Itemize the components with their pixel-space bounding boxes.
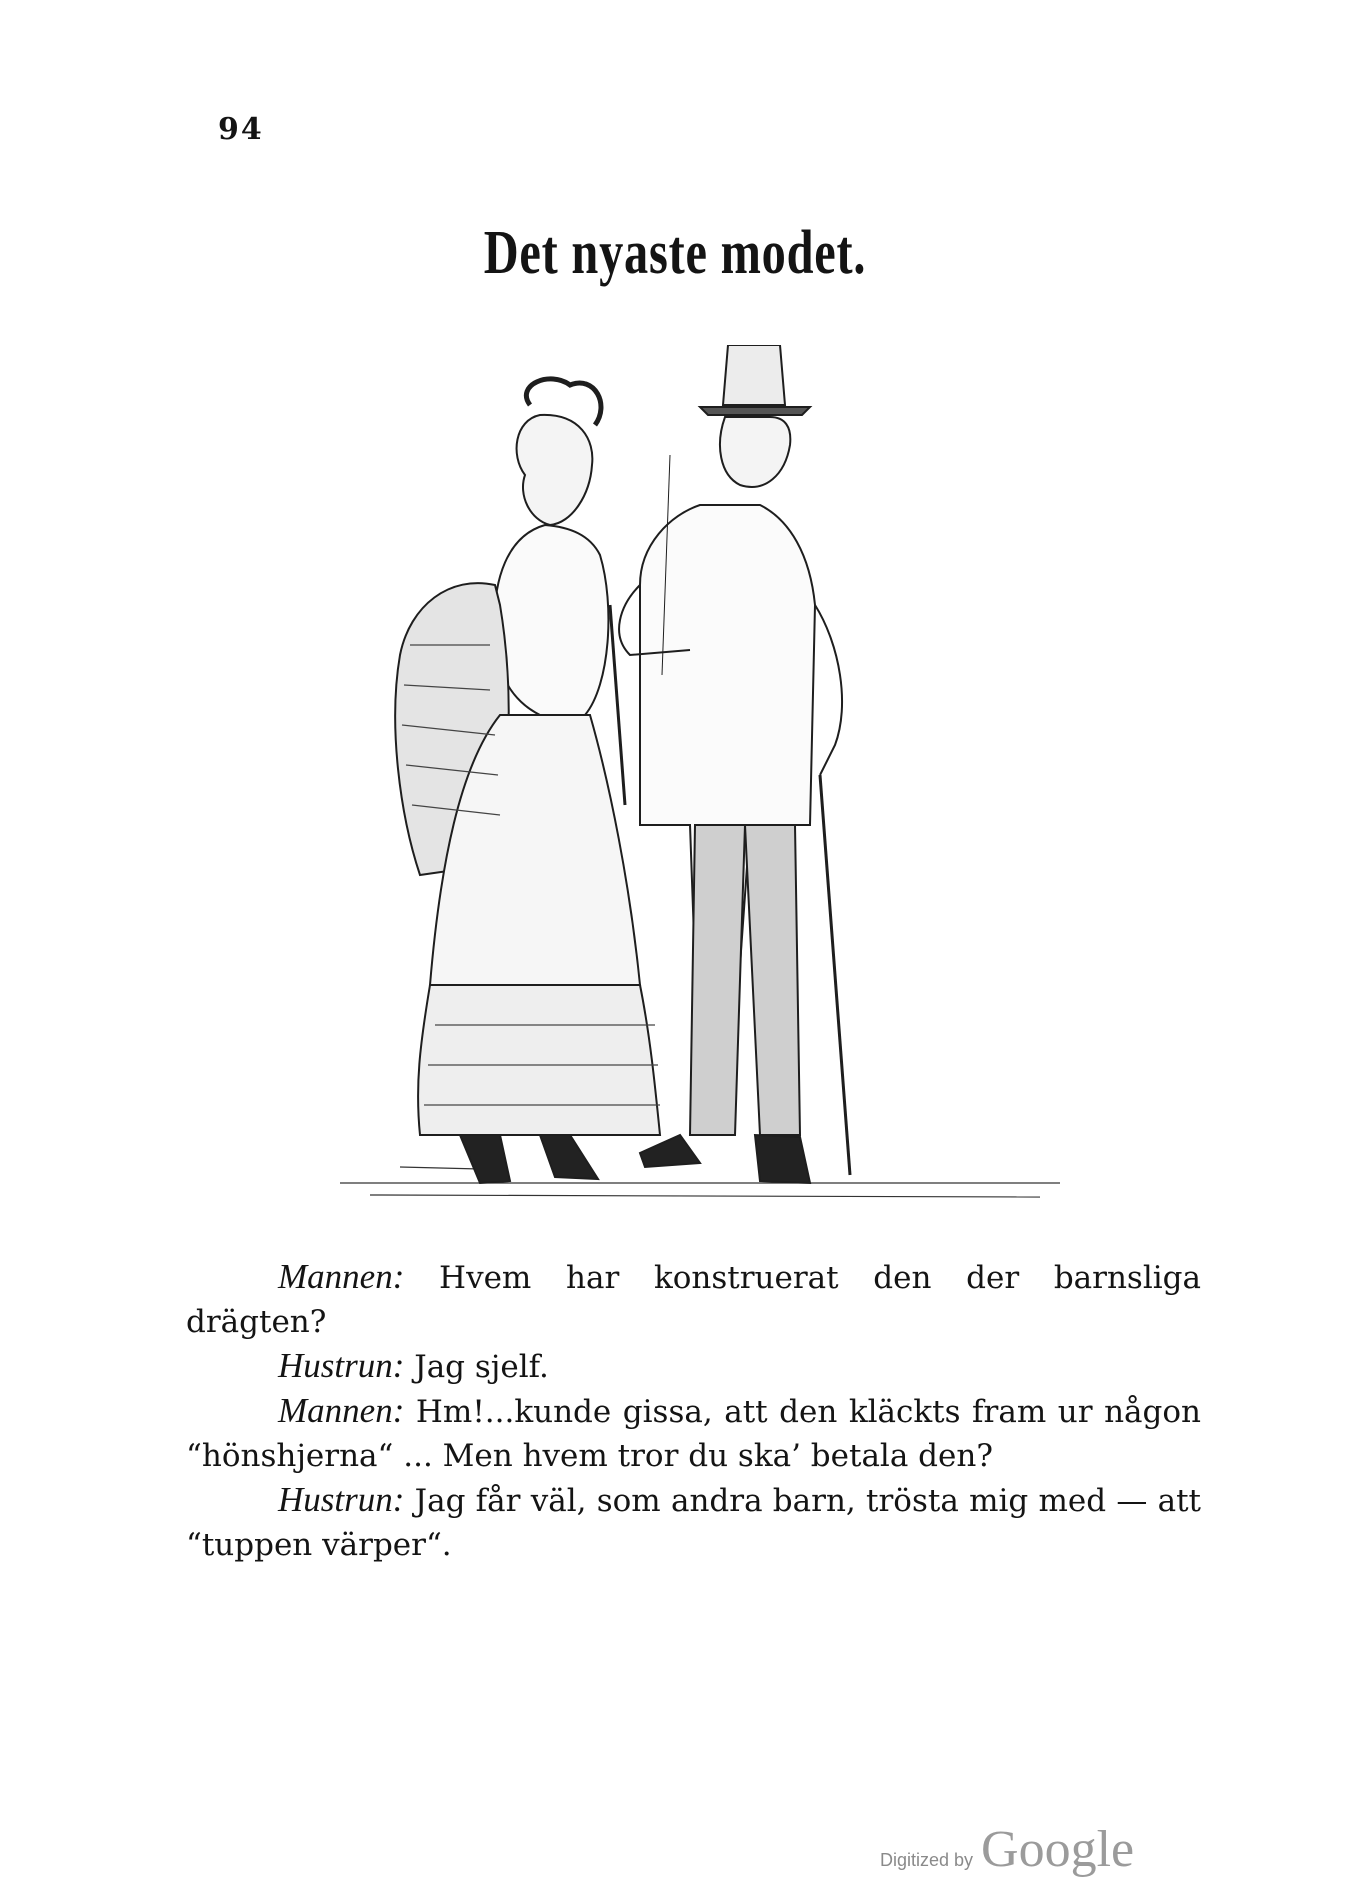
speaker-label: Mannen: — [278, 1391, 405, 1430]
digitized-footer — [880, 1820, 1134, 1879]
speaker-label: Hustrun: — [278, 1346, 405, 1385]
engraving-illustration — [340, 345, 1060, 1215]
speaker-label: Mannen: — [278, 1257, 405, 1296]
google-logo: Google — [981, 1821, 1135, 1878]
dialogue-line — [186, 1478, 1201, 1567]
dialogue-text-segment: Hm!...kunde gissa, att den kläckts fram ur någon “hönshjerna“ ... Men hvem tror du ska’ betala den? — [186, 1394, 1201, 1474]
dialogue-text — [186, 1255, 1201, 1567]
digitized-label: Digitized by — [880, 1850, 974, 1870]
woman-figure — [395, 379, 660, 1183]
dialogue-line — [186, 1344, 1201, 1389]
man-figure — [619, 345, 850, 1183]
dialogue-line — [186, 1255, 1201, 1344]
dialogue-text-segment: Jag får väl, som andra barn, trösta mig med — att “tuppen värper“. — [186, 1483, 1201, 1563]
speaker-label: Hustrun: — [278, 1480, 405, 1519]
dialogue-text-segment: Hvem har konstruerat den der barnsliga drägten? — [186, 1260, 1201, 1340]
page-number: 94 — [218, 112, 264, 147]
dialogue-line — [186, 1389, 1201, 1478]
page-title: Det nyaste modet. — [483, 219, 867, 287]
ground — [340, 1167, 1060, 1197]
dialogue-text-segment: Jag sjelf. — [404, 1349, 549, 1385]
